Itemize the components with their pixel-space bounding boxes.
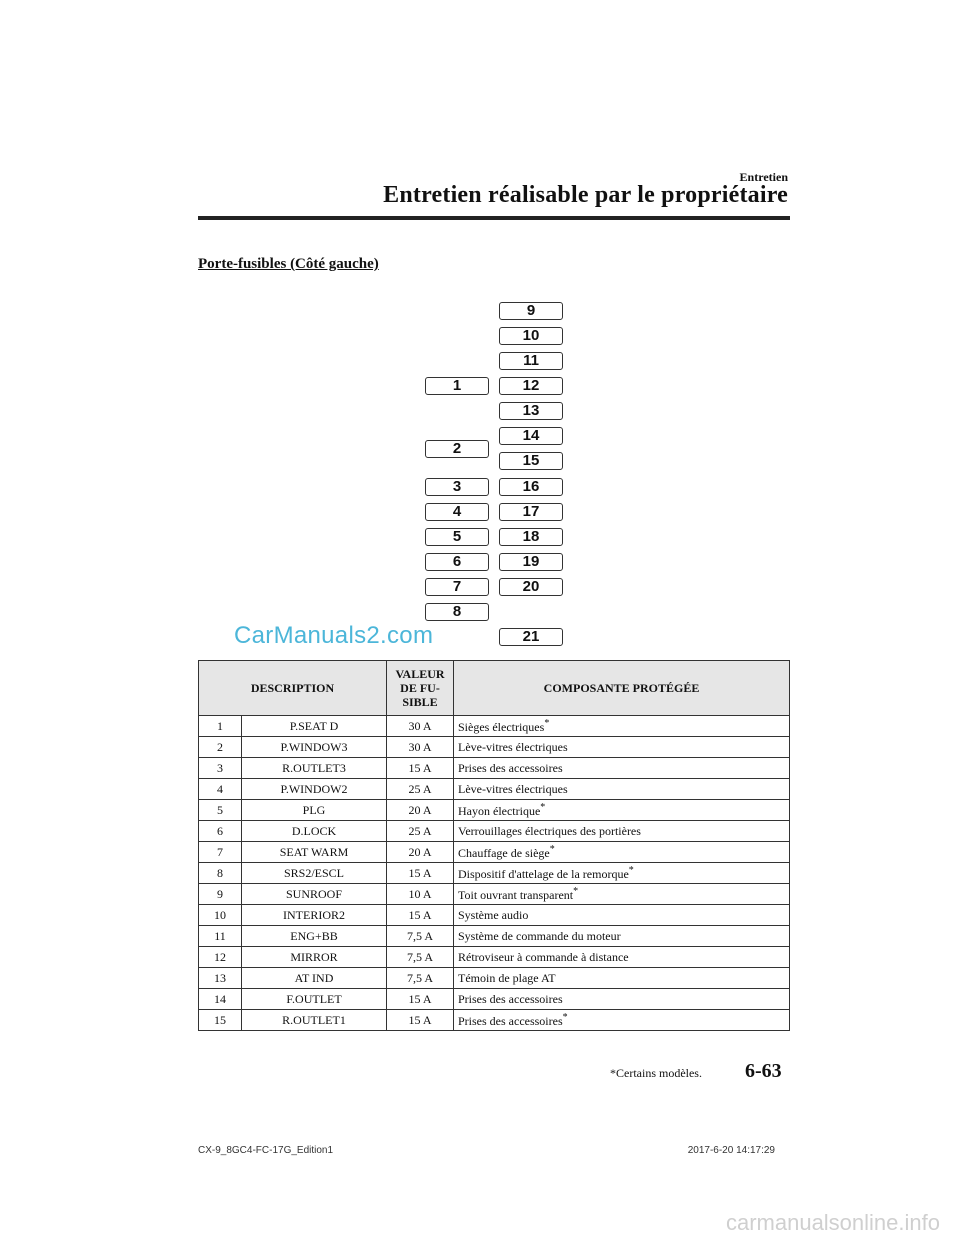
fuse-slot-8: 8 xyxy=(425,603,489,621)
cell-value-text: 7,5 A xyxy=(406,949,433,964)
cell-number-text: 12 xyxy=(214,949,226,964)
cell-component-text: Système de commande du moteur xyxy=(458,928,621,943)
cell-description xyxy=(242,926,387,947)
cell-value-text: 30 A xyxy=(408,718,432,733)
cell-number xyxy=(199,884,242,905)
cell-number xyxy=(199,863,242,884)
cell-component-text: Dispositif d'attelage de la remorque xyxy=(458,866,629,881)
footnote: *Certains modèles. xyxy=(610,1066,702,1080)
cell-number-text: 14 xyxy=(214,991,226,1006)
cell-number-text: 5 xyxy=(217,802,223,817)
cell-component xyxy=(454,737,790,758)
cell-value-text: 25 A xyxy=(408,823,432,838)
page-number: 6-63 xyxy=(745,1060,782,1082)
cell-value-text: 20 A xyxy=(408,802,432,817)
cell-component xyxy=(454,947,790,968)
fuse-slot-1: 1 xyxy=(425,377,489,395)
footnote-marker: * xyxy=(544,717,550,729)
footnote-marker: * xyxy=(573,885,579,897)
cell-number-text: 4 xyxy=(217,781,223,796)
bottom-watermark: carmanualsonline.info xyxy=(725,1210,940,1235)
footer-date: 2017-6-20 14:17:29 xyxy=(687,1145,775,1156)
table-row xyxy=(199,926,790,947)
cell-number-text: 7 xyxy=(217,844,223,859)
cell-number xyxy=(199,758,242,779)
table-row xyxy=(199,779,790,800)
cell-value xyxy=(387,947,454,968)
fuse-slot-19: 19 xyxy=(499,553,563,571)
cell-value-text: 30 A xyxy=(408,739,432,754)
subheading: Porte-fusibles (Côté gauche) xyxy=(198,256,379,272)
table-row xyxy=(199,968,790,989)
fuse-slot-5: 5 xyxy=(425,528,489,546)
cell-number-text: 13 xyxy=(214,970,226,985)
cell-value xyxy=(387,926,454,947)
table-row xyxy=(199,884,790,905)
cell-description-text: AT IND xyxy=(294,970,334,985)
fuse-slot-20: 20 xyxy=(499,578,563,596)
cell-description-text: F.OUTLET xyxy=(286,991,342,1006)
fuse-slot-9: 9 xyxy=(499,302,563,320)
cell-component xyxy=(454,863,790,884)
cell-value-text: 15 A xyxy=(408,991,432,1006)
cell-description-text: P.WINDOW2 xyxy=(280,781,348,796)
footnote-marker: * xyxy=(562,1011,568,1023)
cell-value xyxy=(387,758,454,779)
cell-component xyxy=(454,716,790,737)
fuse-slot-7: 7 xyxy=(425,578,489,596)
cell-component-text: Lève-vitres électriques xyxy=(458,739,568,754)
fuse-table xyxy=(198,660,790,1031)
cell-number-text: 8 xyxy=(217,865,223,880)
table-row xyxy=(199,1010,790,1031)
page-title: Entretien réalisable par le propriétaire xyxy=(383,182,788,208)
cell-component xyxy=(454,968,790,989)
cell-number-text: 15 xyxy=(214,1012,226,1027)
cell-value xyxy=(387,779,454,800)
cell-number xyxy=(199,821,242,842)
cell-description xyxy=(242,842,387,863)
cell-component-text: Prises des accessoires xyxy=(458,1013,563,1028)
cell-number-text: 10 xyxy=(214,907,226,922)
cell-description xyxy=(242,821,387,842)
cell-component-text: Chauffage de siège xyxy=(458,845,550,860)
cell-value-text: 7,5 A xyxy=(406,970,433,985)
cell-description-text: SEAT WARM xyxy=(279,844,349,859)
fuse-slot-14: 14 xyxy=(499,427,563,445)
table-row xyxy=(199,821,790,842)
cell-value-text: 20 A xyxy=(408,844,432,859)
cell-component-text: Prises des accessoires xyxy=(458,991,563,1006)
cell-description xyxy=(242,800,387,821)
fuse-slot-12: 12 xyxy=(499,377,563,395)
cell-value xyxy=(387,863,454,884)
cell-component-text: Rétroviseur à commande à distance xyxy=(458,949,629,964)
cell-description xyxy=(242,989,387,1010)
table-row xyxy=(199,947,790,968)
footnote-marker: * xyxy=(549,843,555,855)
footnote-marker: * xyxy=(628,864,634,876)
cell-component-text: Témoin de plage AT xyxy=(458,970,556,985)
fuse-slot-17: 17 xyxy=(499,503,563,521)
cell-number xyxy=(199,926,242,947)
cell-description-text: SRS2/ESCL xyxy=(283,865,345,880)
cell-component-text: Lève-vitres électriques xyxy=(458,781,568,796)
cell-description xyxy=(242,1010,387,1031)
cell-description-text: P.WINDOW3 xyxy=(280,739,348,754)
cell-component-text: Verrouillages électriques des portières xyxy=(458,823,641,838)
cell-component xyxy=(454,905,790,926)
cell-description xyxy=(242,947,387,968)
cell-component xyxy=(454,779,790,800)
table-row xyxy=(199,716,790,737)
cell-description-text: SUNROOF xyxy=(285,886,342,901)
fuse-slot-16: 16 xyxy=(499,478,563,496)
cell-value-text: 25 A xyxy=(408,781,432,796)
cell-number-text: 9 xyxy=(217,886,223,901)
cell-number xyxy=(199,779,242,800)
fuse-slot-18: 18 xyxy=(499,528,563,546)
cell-component-text: Hayon électrique xyxy=(458,803,541,818)
cell-component xyxy=(454,926,790,947)
cell-description xyxy=(242,863,387,884)
fuse-slot-11: 11 xyxy=(499,352,563,370)
cell-number xyxy=(199,1010,242,1031)
cell-description xyxy=(242,716,387,737)
table-row xyxy=(199,989,790,1010)
header-description: DESCRIPTION xyxy=(199,661,387,716)
cell-number-text: 6 xyxy=(217,823,223,838)
footnote-marker: * xyxy=(540,801,546,813)
cell-description xyxy=(242,737,387,758)
cell-value-text: 15 A xyxy=(408,1012,432,1027)
table-row xyxy=(199,905,790,926)
fuse-slot-4: 4 xyxy=(425,503,489,521)
table-row xyxy=(199,842,790,863)
cell-component-text: Système audio xyxy=(458,907,529,922)
fuse-slot-13: 13 xyxy=(499,402,563,420)
cell-description-text: ENG+BB xyxy=(290,928,338,943)
cell-number xyxy=(199,716,242,737)
cell-number xyxy=(199,947,242,968)
cell-component xyxy=(454,758,790,779)
cell-component-text: Sièges électriques xyxy=(458,719,545,734)
cell-number xyxy=(199,737,242,758)
cell-description-text: INTERIOR2 xyxy=(283,907,345,922)
cell-value xyxy=(387,842,454,863)
cell-number xyxy=(199,989,242,1010)
cell-number xyxy=(199,905,242,926)
cell-value-text: 7,5 A xyxy=(406,928,433,943)
cell-value-text: 15 A xyxy=(408,760,432,775)
watermark: CarManuals2.com xyxy=(234,622,434,649)
cell-value xyxy=(387,968,454,989)
header-value: VALEUR DE FU- SIBLE xyxy=(387,661,454,716)
cell-component xyxy=(454,989,790,1010)
cell-value-text: 15 A xyxy=(408,865,432,880)
cell-number xyxy=(199,800,242,821)
cell-component xyxy=(454,842,790,863)
table-row xyxy=(199,737,790,758)
table-row xyxy=(199,758,790,779)
header-component: COMPOSANTE PROTÉGÉE xyxy=(454,661,790,716)
cell-component xyxy=(454,1010,790,1031)
table-header-row xyxy=(199,661,790,716)
cell-description-text: PLG xyxy=(302,802,326,817)
cell-description-text: D.LOCK xyxy=(291,823,337,838)
cell-value xyxy=(387,716,454,737)
cell-description-text: R.OUTLET3 xyxy=(282,760,346,775)
cell-component xyxy=(454,800,790,821)
cell-description xyxy=(242,884,387,905)
cell-component-text: Prises des accessoires xyxy=(458,760,563,775)
fuse-slot-10: 10 xyxy=(499,327,563,345)
table-row xyxy=(199,800,790,821)
cell-value xyxy=(387,821,454,842)
cell-value xyxy=(387,905,454,926)
cell-number xyxy=(199,968,242,989)
cell-description xyxy=(242,905,387,926)
section-label: Entretien xyxy=(739,170,788,184)
cell-number-text: 1 xyxy=(217,718,223,733)
cell-value xyxy=(387,989,454,1010)
footer-document-id: CX-9_8GC4-FC-17G_Edition1 xyxy=(198,1145,334,1156)
cell-value xyxy=(387,737,454,758)
cell-description xyxy=(242,758,387,779)
cell-number-text: 3 xyxy=(217,760,223,775)
fuse-slot-6: 6 xyxy=(425,553,489,571)
cell-description-text: MIRROR xyxy=(290,949,338,964)
cell-value xyxy=(387,1010,454,1031)
fuse-slot-3: 3 xyxy=(425,478,489,496)
cell-description xyxy=(242,968,387,989)
cell-value-text: 10 A xyxy=(408,886,432,901)
cell-description-text: R.OUTLET1 xyxy=(282,1012,346,1027)
cell-value xyxy=(387,800,454,821)
cell-value xyxy=(387,884,454,905)
cell-number xyxy=(199,842,242,863)
cell-value-text: 15 A xyxy=(408,907,432,922)
cell-component-text: Toit ouvrant transparent xyxy=(458,887,574,902)
fuse-slot-21: 21 xyxy=(499,628,563,646)
cell-description xyxy=(242,779,387,800)
fuse-slot-2: 2 xyxy=(425,440,489,458)
cell-description-text: P.SEAT D xyxy=(289,718,339,733)
cell-number-text: 2 xyxy=(217,739,223,754)
table-row xyxy=(199,863,790,884)
cell-component xyxy=(454,821,790,842)
cell-number-text: 11 xyxy=(214,928,226,943)
fuse-slot-15: 15 xyxy=(499,452,563,470)
cell-component xyxy=(454,884,790,905)
